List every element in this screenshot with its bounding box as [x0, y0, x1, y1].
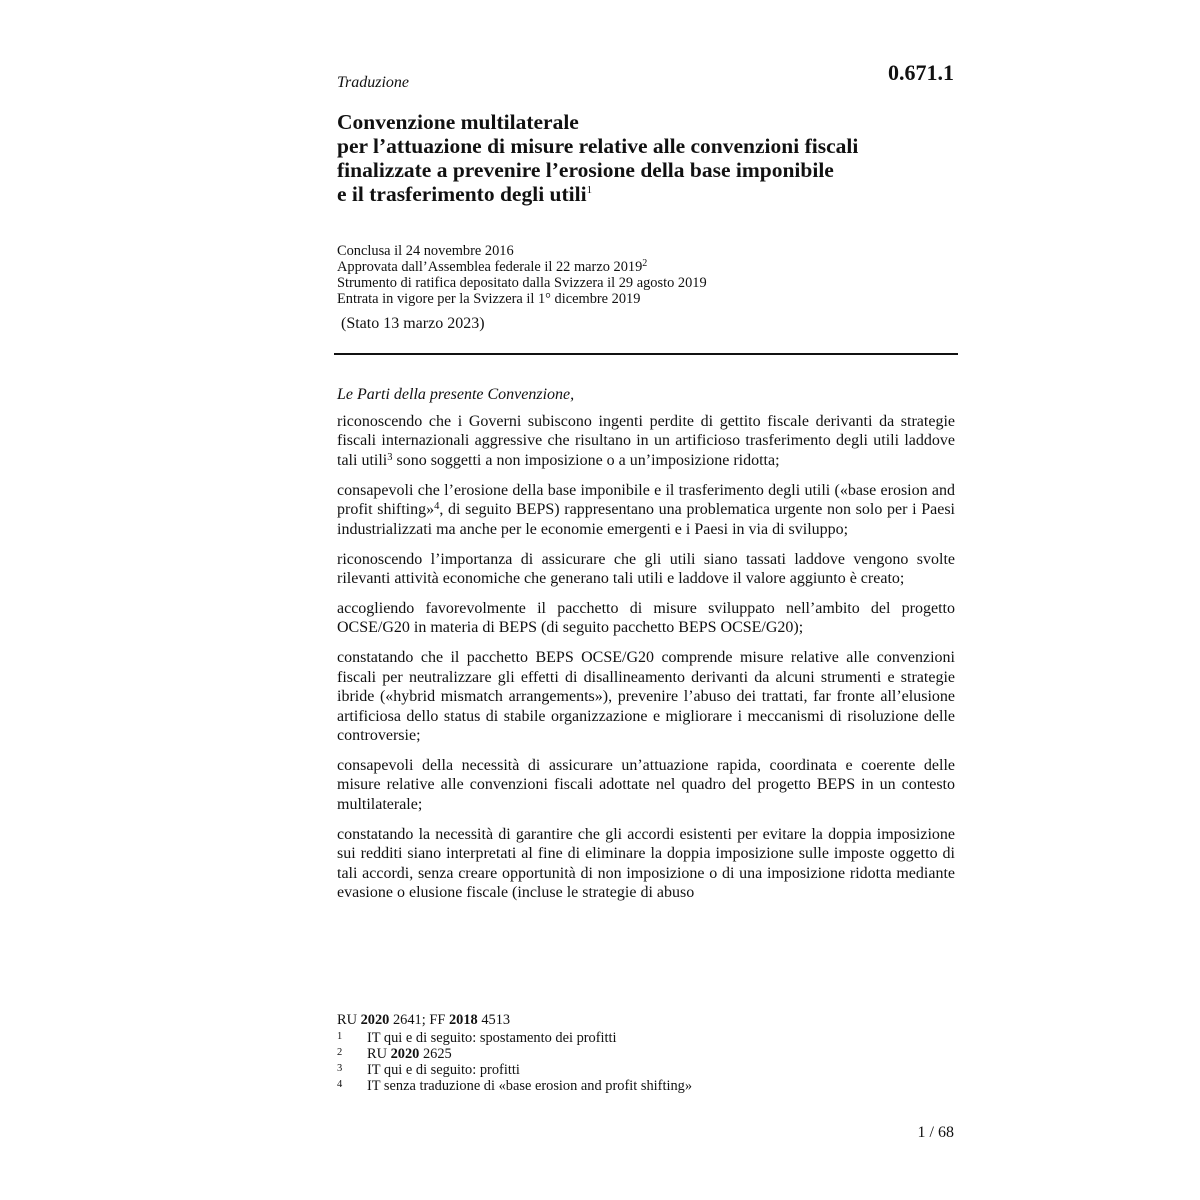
footnote-number: 4 — [337, 1079, 343, 1090]
page-number: 1 / 68 — [917, 1124, 954, 1141]
title-line-text: e il trasferimento degli utili — [337, 182, 587, 206]
footnotes — [337, 1012, 955, 1094]
preamble-paragraph: constatando che il pacchetto BEPS OCSE/G20 comprende misure relative alle convenzioni fiscali per neutralizzare gli effetti di disallineamento derivanti da alcuni strumenti e strategie ibride («hybrid mismatch arrangements»), prevenire l’abuso dei trattati, far fronte all’elusione artificiosa dello status di stabile organizzazione e migliorare i meccanismi di risoluzione delle controversie; — [337, 649, 955, 745]
footnote-item — [337, 1078, 955, 1094]
meta-ratification: Strumento di ratifica depositato dalla Svizzera il 29 agosto 2019 — [337, 275, 707, 291]
footnote-year: 2020 — [390, 1046, 420, 1062]
footnote-item — [337, 1030, 955, 1046]
source-text: RU — [337, 1012, 361, 1028]
footnote-number: 1 — [337, 1031, 343, 1042]
preamble-intro: Le Parti della presente Convenzione, — [337, 386, 575, 403]
meta-approved-text: Approvata dall’Assemblea federale il 22 marzo 2019 — [337, 259, 643, 275]
footnote-text-part: 2625 — [419, 1046, 452, 1062]
paragraph-text: riconoscendo che i Governi subiscono ingenti perdite di gettito fiscale derivanti da strategie fiscali internazionali aggressive che risultano in un artificioso trasferimento degli utili laddove tali utili — [337, 413, 955, 469]
title-line: Convenzione multilaterale — [337, 110, 579, 134]
footnote-ref[interactable]: 1 — [586, 184, 593, 196]
footnote-text: IT senza traduzione di «base erosion and profit shifting» — [367, 1078, 693, 1094]
footnote-text-part: RU — [367, 1046, 391, 1062]
footnote-item — [337, 1062, 955, 1078]
meta-entry-into-force: Entrata in vigore per la Svizzera il 1° dicembre 2019 — [337, 291, 641, 307]
translation-label: Traduzione — [337, 74, 410, 91]
preamble-paragraph: constatando la necessità di garantire che gli accordi esistenti per evitare la doppia imposizione sui redditi siano interpretati al fine di eliminare la doppia imposizione sulle imposte oggetto di tali accordi, senza creare opportunità di non imposizione o di una imposizione ridotta mediante evasione o elusione fiscale (incluse le strategie di abuso — [337, 825, 955, 902]
footnote-number: 2 — [337, 1047, 343, 1058]
title-line: finalizzate a prevenire l’erosione della base imponibile — [337, 158, 834, 182]
source-text: 2641; FF — [389, 1012, 449, 1028]
meta-concluded: Conclusa il 24 novembre 2016 — [337, 243, 514, 259]
preamble-paragraph — [337, 481, 955, 539]
source-year: 2018 — [448, 1012, 478, 1028]
document-meta — [337, 243, 955, 307]
paragraph-text: consapevoli che l’erosione della base imponibile e il trasferimento degli utili («base erosion and profit shifting» — [337, 481, 955, 519]
meta-approved — [337, 259, 955, 275]
preamble-paragraph: accogliendo favorevolmente il pacchetto di misure sviluppato nell’ambito del progetto OCSE/G20 in materia di BEPS (di seguito pacchetto BEPS OCSE/G20); — [337, 600, 955, 637]
preamble-paragraph: riconoscendo l’importanza di assicurare che gli utili siano tassati laddove vengono svolte rilevanti attività economiche che generano tali utili e laddove il valore aggiunto è creato; — [337, 550, 955, 588]
preamble-paragraph: consapevoli della necessità di assicurare un’attuazione rapida, coordinata e coerente delle misure relative alle convenzioni fiscali adottate nel quadro del progetto BEPS in un contesto multilaterale; — [337, 757, 955, 813]
title-line: per l’attuazione di misure relative alle convenzioni fiscali — [337, 134, 859, 158]
footnote-number: 3 — [337, 1063, 343, 1074]
footnote-ref[interactable]: 3 — [387, 451, 393, 463]
footnote-text — [367, 1046, 452, 1062]
doc-number: 0.671.1 — [888, 60, 954, 85]
footnote-source — [337, 1012, 955, 1028]
preamble-body — [337, 412, 955, 913]
footnote-ref[interactable]: 4 — [434, 501, 440, 513]
footnote-ref[interactable]: 2 — [642, 258, 648, 269]
footnote-text: IT qui e di seguito: spostamento dei profitti — [367, 1030, 617, 1046]
paragraph-text: , di seguito BEPS) rappresentano una problematica urgente non solo per i Paesi industrializzati ma anche per le economie emergenti e i Paesi in via di sviluppo; — [337, 501, 956, 538]
footnote-text: IT qui e di seguito: profitti — [367, 1062, 520, 1078]
document-title — [337, 110, 955, 206]
source-year: 2020 — [360, 1012, 390, 1028]
header-divider — [334, 353, 958, 355]
document-status: (Stato 13 marzo 2023) — [341, 315, 485, 332]
paragraph-text: sono soggetti a non imposizione o a un’imposizione ridotta; — [392, 451, 780, 469]
source-text: 4513 — [477, 1012, 511, 1028]
preamble-paragraph — [337, 412, 955, 470]
title-line-last — [337, 182, 955, 206]
footnote-item — [337, 1046, 955, 1062]
